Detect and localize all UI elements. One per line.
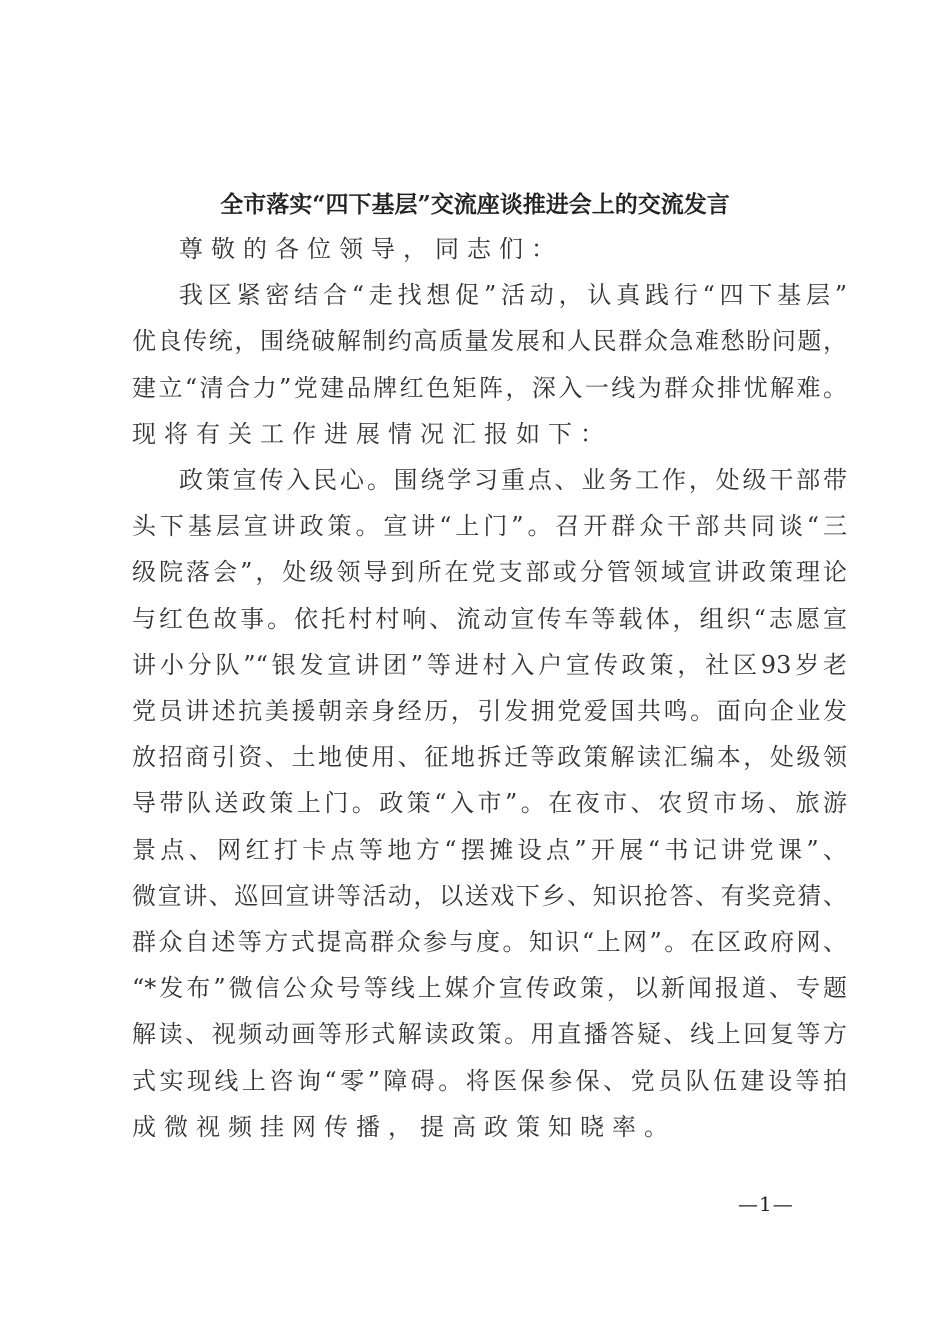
paragraph-line: 现将有关工作进展情况汇报如下：: [132, 419, 612, 448]
paragraph-line: 导带队送政策上门。政策“入市”。在夜市、农贸市场、旅游: [132, 789, 847, 818]
paragraph-line: 群众自述等方式提高群众参与度。知识“上网”。在区政府网、: [132, 928, 847, 957]
paragraph-line: 放招商引资、土地使用、征地拆迁等政策解读汇编本，处级领: [132, 743, 847, 772]
document-title: 全市落实“四下基层”交流座谈推进会上的交流发言: [220, 191, 730, 218]
paragraph-line: 景点、网红打卡点等地方“摆摊设点”开展“书记讲党课”、: [132, 835, 847, 864]
paragraph-line: “*发布”微信公众号等线上媒介宣传政策，以新闻报道、专题: [132, 974, 847, 1003]
paragraph-line: 我区紧密结合“走找想促”活动，认真践行“四下基层”: [179, 281, 847, 310]
paragraph-line: 党员讲述抗美援朝亲身经历，引发拥党爱国共鸣。面向企业发: [132, 697, 847, 726]
paragraph-line: 解读、视频动画等形式解读政策。用直播答疑、线上回复等方: [132, 1020, 847, 1049]
paragraph-line: 政策宣传入民心。围绕学习重点、业务工作，处级干部带: [179, 466, 847, 495]
page-number: —1—: [738, 1192, 794, 1216]
document-body: [132, 226, 847, 1150]
salutation: 尊敬的各位领导，同志们：: [179, 235, 563, 263]
paragraph-line: 级院落会”，处级领导到所在党支部或分管领域宣讲政策理论: [132, 558, 847, 587]
paragraph-line: 微宣讲、巡回宣讲等活动，以送戏下乡、知识抢答、有奖竞猜、: [132, 881, 847, 910]
paragraph-line: 成微视频挂网传播，提高政策知晓率。: [132, 1112, 676, 1141]
paragraph-line: 式实现线上咨询“零”障碍。将医保参保、党员队伍建设等拍: [132, 1066, 847, 1095]
paragraph-line: 头下基层宣讲政策。宣讲“上门”。召开群众干部共同谈“三: [132, 512, 847, 541]
paragraph-line: 优良传统，围绕破解制约高质量发展和人民群众急难愁盼问题，: [132, 327, 847, 356]
paragraph-line: 与红色故事。依托村村响、流动宣传车等载体，组织“志愿宣: [132, 604, 847, 633]
paragraph-line: 建立“清合力”党建品牌红色矩阵，深入一线为群众排忧解难。: [132, 373, 847, 402]
paragraph-line: 讲小分队”“银发宣讲团”等进村入户宣传政策，社区93岁老: [132, 650, 847, 679]
